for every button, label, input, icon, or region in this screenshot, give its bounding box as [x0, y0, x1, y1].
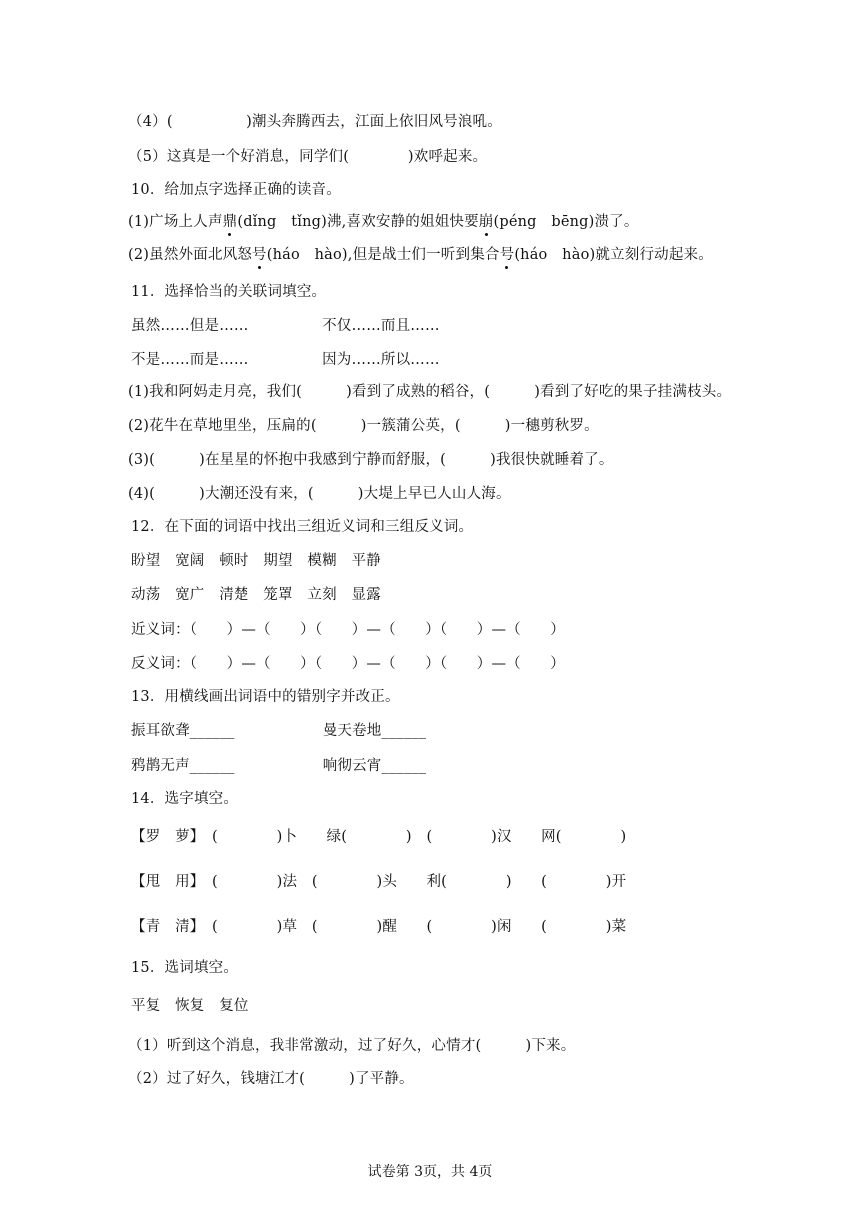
q11-options-row-1: 虽然……但是…… 不仅……而且……: [131, 318, 440, 334]
q12-words-row-1: 盼望 宽阔 顿时 期望 模糊 平静: [131, 553, 381, 569]
q15-item-1: （1）听到这个消息，我非常激动，过了好久，心情才( )下来。: [128, 1038, 576, 1054]
q9-item-5: （5）这真是一个好消息，同学们( )欢呼起来。: [128, 149, 488, 165]
text-segment: (dǐng tǐng)沸,喜欢安静的姐姐快要: [237, 214, 479, 230]
dotted-character: 号: [499, 247, 515, 263]
q11-item-4: (4)( )大潮还没有来，( )大堤上早已人山人海。: [128, 486, 511, 502]
q12-antonyms: 反义词：（ ）—（ ）（ ）—（ ）（ ）—（ ）: [131, 656, 565, 672]
q11-title: 11．选择恰当的关联词填空。: [131, 284, 327, 300]
q14-row-2: 【甩 用】 ( )法 ( )头 利( ) ( )开: [131, 874, 627, 890]
q9-item-4: （4）( )潮头奔腾西去，江面上依旧风号浪吼。: [128, 114, 502, 130]
q12-synonyms: 近义词：（ ）—（ ）（ ）—（ ）（ ）—（ ）: [131, 622, 565, 638]
text-segment: (péng bēng)溃了。: [493, 214, 639, 230]
q10-line-2: [128, 245, 713, 265]
q13-title: 13．用横线画出词语中的错别字并改正。: [131, 689, 400, 705]
page-footer: 试卷第 3页，共 4页: [367, 1164, 493, 1180]
text-segment: (háo hào),但是战士们一听到集合: [266, 247, 500, 263]
q10-title: 10．给加点字选择正确的读音。: [131, 182, 341, 198]
dotted-character: 号: [252, 247, 267, 263]
q13-row-1: 振耳欲聋______ 曼天卷地______: [131, 723, 427, 739]
q13-row-2: 鸦鹊无声______ 响彻云宵______: [131, 758, 427, 774]
q14-row-3: 【青 清】 ( )草 ( )醒 ( )闲 ( )菜: [131, 919, 627, 935]
q11-item-2: (2)花牛在草地里坐，压扁的( )一簇蒲公英，( )一穗剪秋罗。: [128, 418, 599, 434]
q14-row-1: 【罗 萝】 ( )卜 绿( ) ( )汉 网( ): [131, 829, 627, 845]
q11-item-1: (1)我和阿妈走月亮，我们( )看到了成熟的稻谷，( )看到了好吃的果子挂满枝头。: [128, 384, 732, 400]
q10-line-1: [128, 212, 639, 232]
q15-item-2: （2）过了好久，钱塘江才( )了平静。: [128, 1071, 414, 1087]
q15-title: 15．选词填空。: [131, 960, 239, 976]
dotted-character: 崩: [478, 214, 494, 230]
dotted-character: 鼎: [222, 214, 238, 230]
q15-options: 平复 恢复 复位: [131, 998, 249, 1014]
q11-options-row-2: 不是……而是…… 因为……所以……: [131, 352, 440, 368]
q12-words-row-2: 动荡 宽广 清楚 笼罩 立刻 显露: [131, 587, 381, 603]
q11-item-3: (3)( )在星星的怀抱中我感到宁静而舒服，( )我很快就睡着了。: [128, 452, 614, 468]
q12-title: 12．在下面的词语中找出三组近义词和三组反义词。: [131, 519, 474, 535]
q14-title: 14．选字填空。: [131, 791, 239, 807]
text-segment: (2)虽然外面北风怒: [128, 247, 253, 263]
text-segment: (1)广场上人声: [128, 214, 223, 230]
text-segment: (háo hào)就立刻行动起来。: [514, 247, 713, 263]
